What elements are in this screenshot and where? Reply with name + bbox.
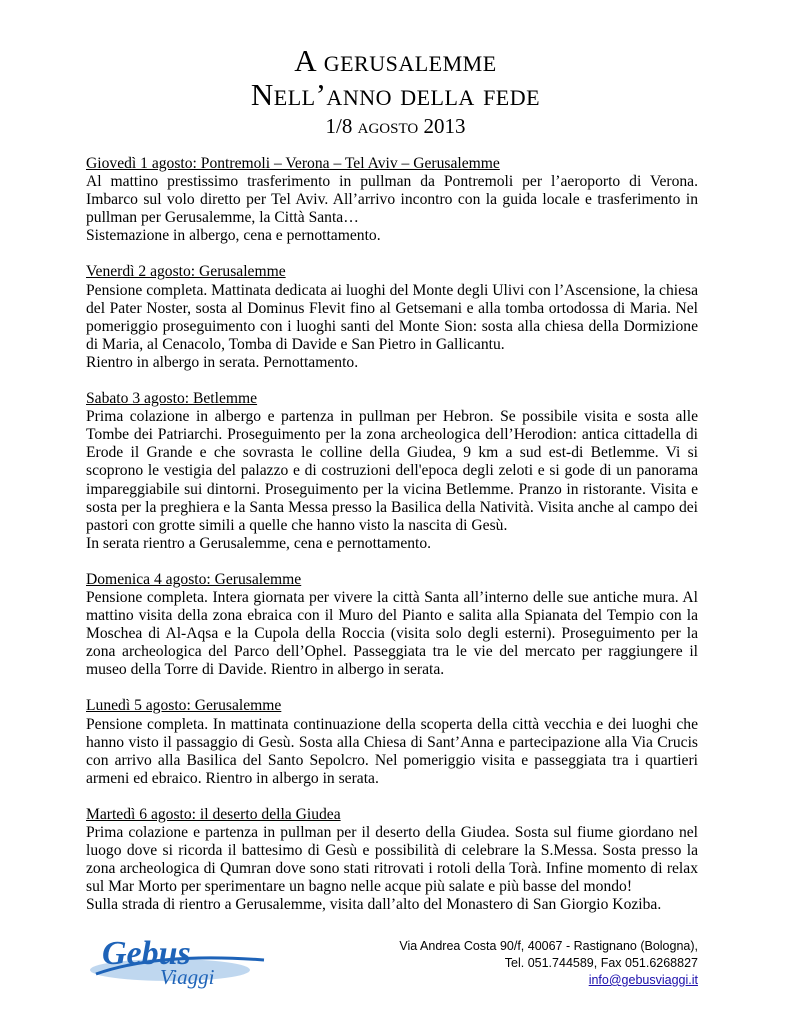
day-paragraph: Pensione completa. Intera giornata per vivere la città Santa all’interno delle sue antiche mura. Al mattino visita della zona ebraica con il Muro del Pianto e salita alla Spianata del Tempio con la Moschea di Al-Aqsa e la Cupola della Roccia (visita solo degli esterni). Proseguimento per la zona archeologica del Parco dell’Ophel. Passeggiata tra le vie del mercato per raggiungere il museo della Torre di Davide. Rientro in albergo in serata. (86, 588, 698, 679)
logo-script-text: Viaggi (160, 965, 215, 989)
logo-main-text: Gebus (102, 935, 191, 972)
day-paragraph: Sistemazione in albergo, cena e pernottamento. (86, 227, 381, 245)
day-paragraph: Prima colazione in albergo e partenza in pullman per Hebron. Se possibile visita e sosta alle Tombe dei Patriarchi. Proseguimento per la zona archeologica dell’Herodion: antica cittadella di Erode il Grande e che sovrasta le colline della Giudea, 9 km a sud est-di Betlemme. Vi si scoprono le vestigia del palazzo e di costruzioni dell'epoca degli zeloti e si gode di un panorama impareggiabile sui dintorni. Proseguimento per la vicina Betlemme. Pranzo in ristorante. Visita e sosta per la preghiera e la Santa Messa presso la Basilica della Natività. Visita anche al campo dei pastori con grotte simili a quelle che hanno visto la nascita di Gesù. (86, 408, 698, 534)
day-6 (86, 806, 698, 915)
title-block (0, 44, 791, 138)
footer-email-link[interactable]: info@gebusviaggi.it (588, 973, 698, 987)
contact-footer (399, 938, 698, 989)
itinerary (86, 155, 698, 932)
footer-phone: Tel. 051.744589, Fax 051.6268827 (504, 956, 698, 970)
day-paragraph: Al mattino prestissimo trasferimento in pullman da Pontremoli per l’aeroporto di Verona. Imbarco sul volo diretto per Tel Aviv. All’arrivo incontro con la guida locale e trasferimento in pullman per Gerusalemme, la Città Santa… (86, 173, 698, 227)
day-5 (86, 697, 698, 787)
day-paragraph: In serata rientro a Gerusalemme, cena e pernottamento. (86, 534, 432, 552)
day-1 (86, 155, 698, 245)
day-paragraph: Pensione completa. Mattinata dedicata ai luoghi del Monte degli Ulivi con l’Ascensione, la chiesa del Pater Noster, sosta al Dominus Flevit fino al Getsemani e alla tomba ortodossa di Maria. Nel pomeriggio proseguimento con i luoghi santi del Monte Sion: sosta alla chiesa della Dormizione di Maria, al Cenacolo, Tomba di Davide e San Pietro in Gallicantu. (86, 281, 698, 353)
day-heading: Lunedì 5 agosto: Gerusalemme (86, 697, 282, 715)
title-line-2: Nell’anno della fede (250, 77, 541, 112)
day-3 (86, 390, 698, 553)
day-paragraph: Rientro in albergo in serata. Pernottamento. (86, 353, 359, 371)
gebus-viaggi-logo (88, 934, 268, 990)
subtitle-dates: 1/8 agosto 2013 (325, 114, 466, 138)
day-heading: Sabato 3 agosto: Betlemme (86, 390, 258, 408)
day-paragraph: Pensione completa. In mattinata continuazione della scoperta della città vecchia e dei luoghi che hanno visto il passaggio di Gesù. Sosta alla Chiesa di Sant’Anna e partecipazione alla Via Crucis con arrivo alla Basilica del Santo Sepolcro. Nel pomeriggio visita e passeggiata tra i quartieri armeni ed ebraico. Rientro in albergo in serata. (86, 715, 698, 787)
day-4 (86, 571, 698, 680)
day-paragraph: Sulla strada di rientro a Gerusalemme, visita dall’alto del Monastero di San Giorgio Koziba. (86, 896, 662, 914)
day-heading: Giovedì 1 agosto: Pontremoli – Verona – Tel Aviv – Gerusalemme (86, 155, 500, 172)
day-paragraph: Prima colazione e partenza in pullman per il deserto della Giudea. Sosta sul fiume giordano nel luogo dove si ricorda il battesimo di Gesù e possibilità di celebrare la S.Messa. Sosta presso la zona archeologica di Qumran dove sono stati ritrovati i rotoli della Torà. Infine momento di relax sul Mar Morto per sperimentare un bagno nelle acque più salate e più basse del mondo! (86, 824, 698, 896)
title-line-1: A gerusalemme (294, 43, 497, 78)
day-2 (86, 263, 698, 372)
day-heading: Venerdì 2 agosto: Gerusalemme (86, 263, 286, 281)
footer-address: Via Andrea Costa 90/f, 40067 - Rastignano (Bologna), (399, 939, 698, 953)
day-heading: Martedì 6 agosto: il deserto della Giudea (86, 805, 341, 823)
day-heading: Domenica 4 agosto: Gerusalemme (86, 570, 302, 588)
